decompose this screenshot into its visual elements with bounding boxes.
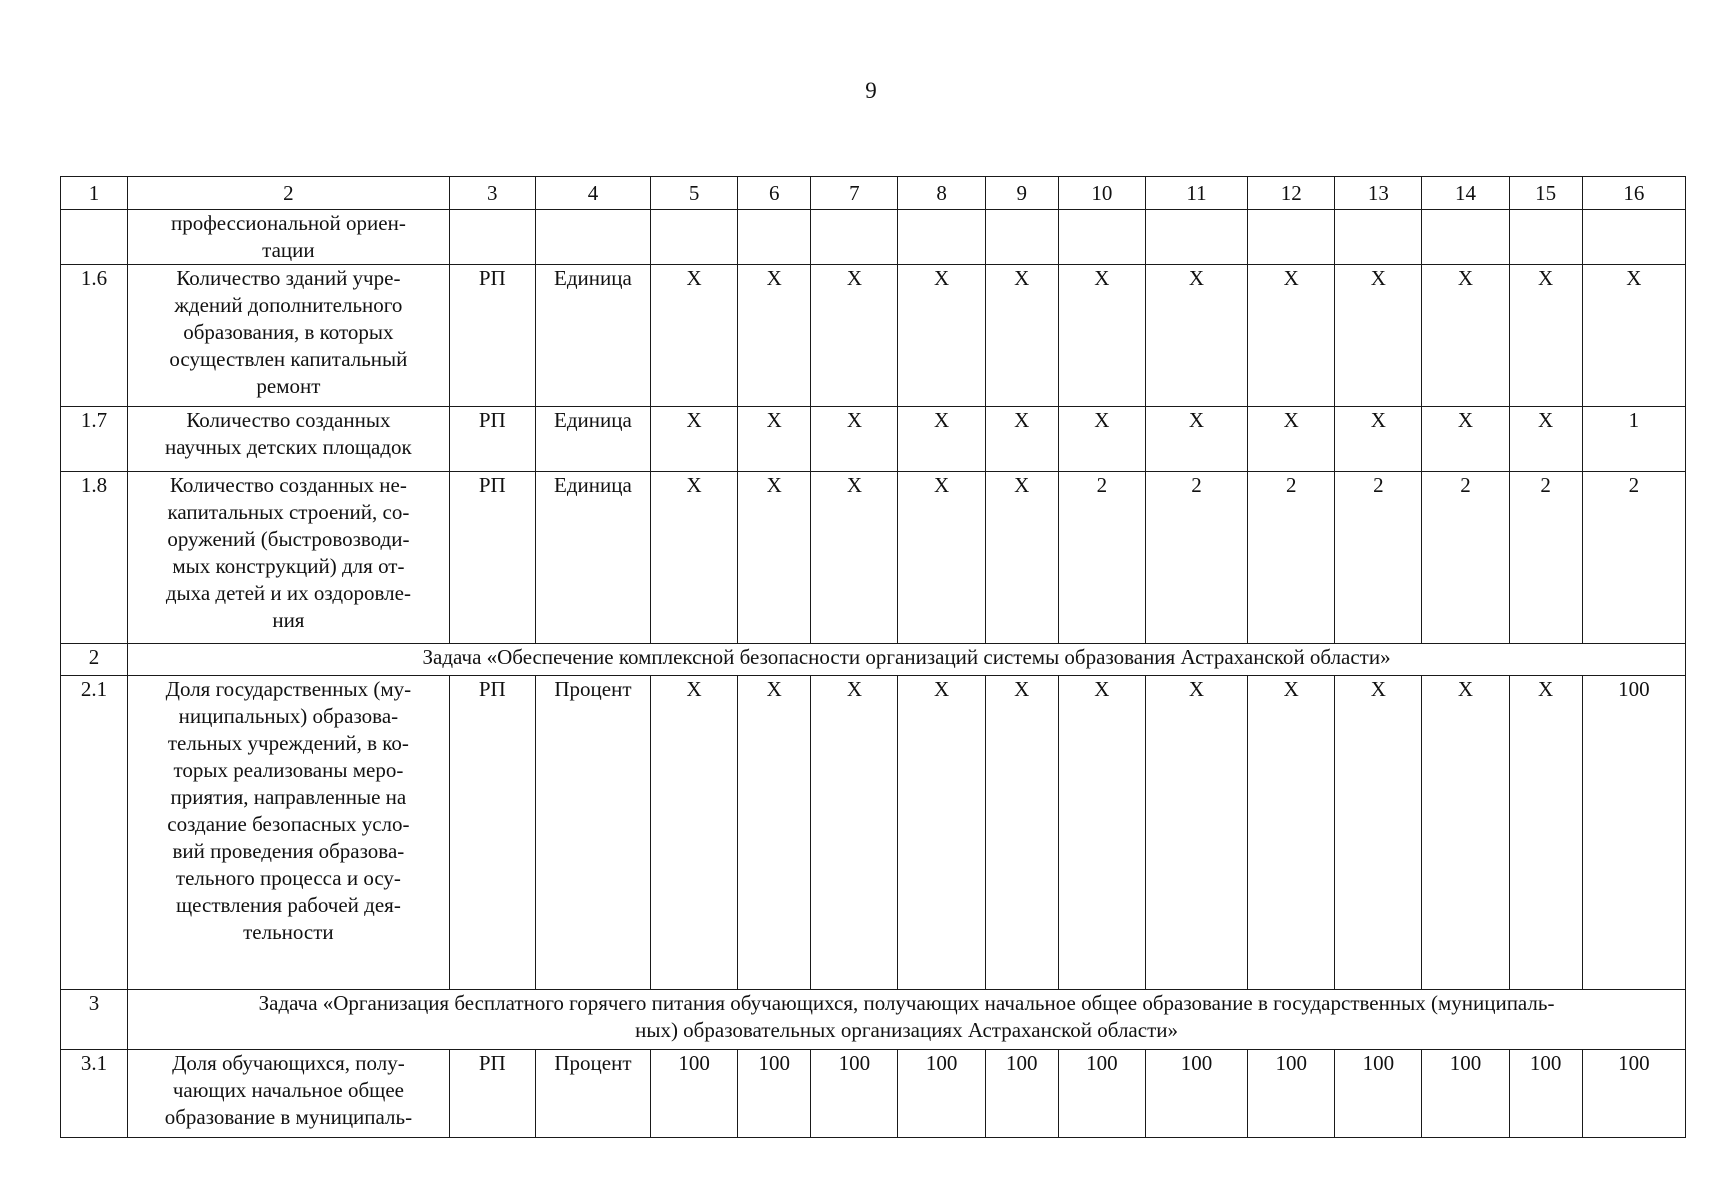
value-cell: X xyxy=(811,676,898,990)
value-cell xyxy=(1509,210,1582,265)
value-cell: X xyxy=(738,265,811,407)
header-cell: 6 xyxy=(738,177,811,210)
value-cell: X xyxy=(898,265,985,407)
value-cell: 100 xyxy=(1422,1050,1509,1138)
value-cell xyxy=(1058,210,1145,265)
value-cell: X xyxy=(1335,407,1422,472)
header-cell: 15 xyxy=(1509,177,1582,210)
value-cell: 100 xyxy=(811,1050,898,1138)
indicator-name: Доля государственных (му- ниципальных) образова- тельных учреждений, в ко- торых реализованы меро- приятия, направленные на создание безопасных усло- вий проведения образова- тельного процесса и осу- ществления рабочей дея- тельности xyxy=(128,676,450,990)
value-cell: X xyxy=(651,472,738,644)
value-cell: 2 xyxy=(1145,472,1247,644)
indicator-name: профессиональной ориен- тации xyxy=(128,210,450,265)
indicator-unit: Процент xyxy=(535,676,650,990)
value-cell: 100 xyxy=(985,1050,1058,1138)
indicator-number: 1.8 xyxy=(61,472,128,644)
indicator-source: РП xyxy=(449,265,535,407)
page-number: 9 xyxy=(865,78,877,103)
indicator-source xyxy=(449,210,535,265)
indicator-source: РП xyxy=(449,407,535,472)
indicator-number: 1.6 xyxy=(61,265,128,407)
value-cell: 100 xyxy=(1145,1050,1247,1138)
header-cell: 8 xyxy=(898,177,985,210)
value-cell xyxy=(1145,210,1247,265)
header-cell: 3 xyxy=(449,177,535,210)
header-cell: 7 xyxy=(811,177,898,210)
value-cell: X xyxy=(1335,676,1422,990)
header-row xyxy=(61,177,1686,210)
indicator-unit xyxy=(535,210,650,265)
task-title: Задача «Обеспечение комплексной безопасности организаций системы образования Астраханской области» xyxy=(128,644,1686,676)
value-cell: X xyxy=(738,676,811,990)
value-cell: 100 xyxy=(651,1050,738,1138)
value-cell: X xyxy=(1145,265,1247,407)
value-cell: X xyxy=(651,265,738,407)
value-cell: X xyxy=(651,676,738,990)
indicator-number: 3.1 xyxy=(61,1050,128,1138)
indicator-unit: Единица xyxy=(535,265,650,407)
value-cell: X xyxy=(1509,265,1582,407)
value-cell: X xyxy=(1422,407,1509,472)
value-cell: X xyxy=(985,265,1058,407)
indicator-row xyxy=(61,210,1686,265)
value-cell: X xyxy=(985,472,1058,644)
value-cell: 100 xyxy=(1582,1050,1685,1138)
header-cell: 5 xyxy=(651,177,738,210)
value-cell: X xyxy=(651,407,738,472)
value-cell: X xyxy=(811,472,898,644)
value-cell xyxy=(898,210,985,265)
header-cell: 4 xyxy=(535,177,650,210)
value-cell: 2 xyxy=(1335,472,1422,644)
task-title: Задача «Организация бесплатного горячего питания обучающихся, получающих начальное общее образование в государственных (муниципаль- ных) образовательных организациях Астраханской области» xyxy=(128,990,1686,1050)
value-cell: X xyxy=(898,472,985,644)
indicator-source: РП xyxy=(449,1050,535,1138)
indicator-number: 2.1 xyxy=(61,676,128,990)
value-cell: X xyxy=(811,407,898,472)
value-cell: 100 xyxy=(1058,1050,1145,1138)
indicators-table xyxy=(60,176,1686,1138)
value-cell: X xyxy=(1422,265,1509,407)
header-cell: 16 xyxy=(1582,177,1685,210)
header-cell: 11 xyxy=(1145,177,1247,210)
header-cell: 13 xyxy=(1335,177,1422,210)
indicator-name: Доля обучающихся, полу- чающих начальное общее образование в муниципаль- xyxy=(128,1050,450,1138)
value-cell: 100 xyxy=(1335,1050,1422,1138)
value-cell: X xyxy=(1058,265,1145,407)
value-cell: X xyxy=(1582,265,1685,407)
value-cell: X xyxy=(985,676,1058,990)
header-cell: 2 xyxy=(128,177,450,210)
indicator-name: Количество зданий учре- ждений дополнительного образования, в которых осуществлен капитальный ремонт xyxy=(128,265,450,407)
value-cell: 2 xyxy=(1058,472,1145,644)
task-row xyxy=(61,990,1686,1050)
value-cell xyxy=(1248,210,1335,265)
value-cell: X xyxy=(738,472,811,644)
value-cell xyxy=(1422,210,1509,265)
value-cell: 2 xyxy=(1422,472,1509,644)
indicator-name: Количество созданных не- капитальных строений, со- оружений (быстровозводи- мых конструкций) для от- дыха детей и их оздоровле- ния xyxy=(128,472,450,644)
value-cell xyxy=(651,210,738,265)
value-cell: 2 xyxy=(1248,472,1335,644)
value-cell: X xyxy=(1058,407,1145,472)
task-number: 2 xyxy=(61,644,128,676)
header-cell: 1 xyxy=(61,177,128,210)
value-cell xyxy=(1582,210,1685,265)
indicator-row xyxy=(61,472,1686,644)
indicator-row xyxy=(61,1050,1686,1138)
value-cell xyxy=(811,210,898,265)
header-cell: 14 xyxy=(1422,177,1509,210)
value-cell: X xyxy=(1248,676,1335,990)
indicator-source: РП xyxy=(449,676,535,990)
value-cell: 100 xyxy=(1509,1050,1582,1138)
indicator-row xyxy=(61,265,1686,407)
value-cell: 1 xyxy=(1582,407,1685,472)
header-cell: 12 xyxy=(1248,177,1335,210)
value-cell: X xyxy=(898,676,985,990)
indicator-name: Количество созданных научных детских площадок xyxy=(128,407,450,472)
value-cell: X xyxy=(738,407,811,472)
value-cell: 100 xyxy=(898,1050,985,1138)
header-cell: 10 xyxy=(1058,177,1145,210)
value-cell: X xyxy=(1145,676,1247,990)
indicator-number xyxy=(61,210,128,265)
header-cell: 9 xyxy=(985,177,1058,210)
value-cell xyxy=(985,210,1058,265)
value-cell: X xyxy=(1248,265,1335,407)
value-cell: 100 xyxy=(1582,676,1685,990)
value-cell xyxy=(738,210,811,265)
value-cell: X xyxy=(1509,676,1582,990)
indicator-unit: Процент xyxy=(535,1050,650,1138)
value-cell: 100 xyxy=(738,1050,811,1138)
indicator-source: РП xyxy=(449,472,535,644)
value-cell: 2 xyxy=(1582,472,1685,644)
value-cell: X xyxy=(985,407,1058,472)
value-cell: X xyxy=(1422,676,1509,990)
indicator-number: 1.7 xyxy=(61,407,128,472)
value-cell: X xyxy=(898,407,985,472)
value-cell: X xyxy=(1509,407,1582,472)
value-cell: X xyxy=(1248,407,1335,472)
value-cell: 100 xyxy=(1248,1050,1335,1138)
value-cell: X xyxy=(1058,676,1145,990)
value-cell: X xyxy=(811,265,898,407)
indicator-row xyxy=(61,407,1686,472)
value-cell: 2 xyxy=(1509,472,1582,644)
indicator-unit: Единица xyxy=(535,472,650,644)
task-row xyxy=(61,644,1686,676)
indicator-unit: Единица xyxy=(535,407,650,472)
value-cell: X xyxy=(1335,265,1422,407)
value-cell: X xyxy=(1145,407,1247,472)
value-cell xyxy=(1335,210,1422,265)
task-number: 3 xyxy=(61,990,128,1050)
indicator-row xyxy=(61,676,1686,990)
